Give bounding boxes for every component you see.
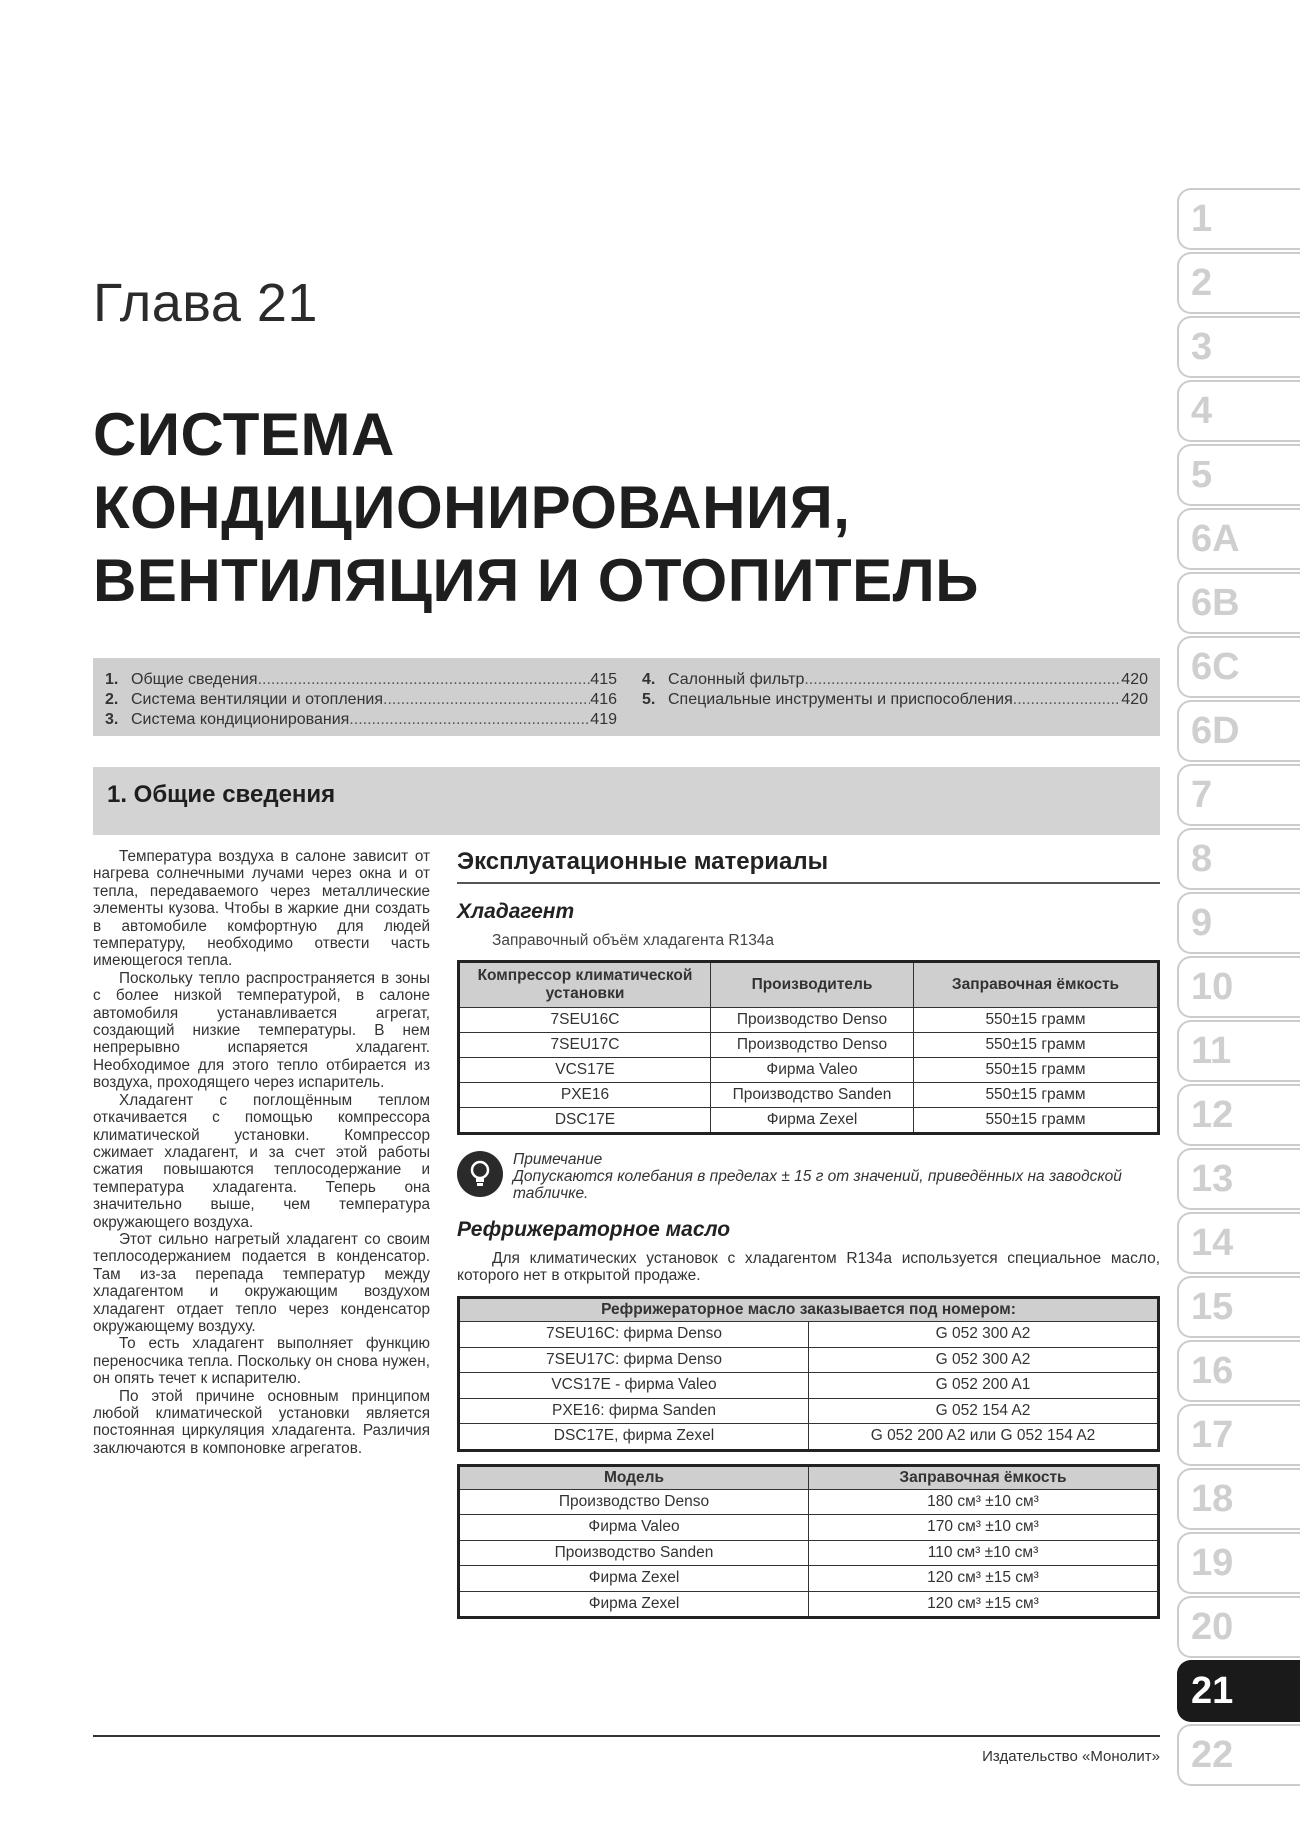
table-row: Фирма Valeo 170 см³ ±10 см³: [459, 1515, 1159, 1541]
chapter-title: [93, 398, 1133, 617]
chapter-tab[interactable]: 12: [1177, 1084, 1300, 1146]
chapter-tab[interactable]: 22: [1177, 1724, 1300, 1786]
chapter-tab[interactable]: 2: [1177, 252, 1300, 314]
column-header: Производитель: [711, 962, 914, 1008]
column-header: Модель: [459, 1465, 809, 1489]
column-header: Заправочная ёмкость: [914, 962, 1159, 1008]
chapter-tab[interactable]: 18: [1177, 1468, 1300, 1530]
chapter-tab[interactable]: 19: [1177, 1532, 1300, 1594]
oil-order-table: [457, 1296, 1160, 1452]
materials-column: [457, 848, 1160, 1619]
chapter-tab[interactable]: 17: [1177, 1404, 1300, 1466]
lightbulb-icon: [457, 1151, 503, 1197]
chapter-label: Глава 21: [93, 273, 318, 333]
paragraph: То есть хладагент выполняет функцию переносчика тепла. Поскольку он снова нужен, он опять течет к испарителю.: [93, 1335, 430, 1388]
table-row: PXE16: фирма Sanden G 052 154 A2: [459, 1398, 1159, 1424]
toc-entry[interactable]: 5. Специальные инструменты и приспособления ..... 420: [630, 691, 1154, 711]
table-row: DSC17E, фирма Zexel G 052 200 A2 или G 052 154 A2: [459, 1424, 1159, 1451]
chapter-tab[interactable]: 7: [1177, 764, 1300, 826]
body-text: [93, 848, 430, 1457]
chapter-tab[interactable]: 3: [1177, 316, 1300, 378]
chapter-tab[interactable]: 11: [1177, 1020, 1300, 1082]
paragraph: Поскольку тепло распространяется в зоны с более низкой температурой, в салоне автомобиля устанавливается агрегат, создающий низкие температуры. В нем непрерывно испаряется хладагент. Необходимое для этого тепло отбирается из воздуха, проходящего через испаритель.: [93, 969, 430, 1092]
table-row: PXE16 Производство Sanden 550±15 грамм: [459, 1083, 1159, 1108]
column-header: Компрессор климатической установки: [459, 962, 711, 1008]
column-header: Заправочная ёмкость: [809, 1465, 1159, 1489]
chapter-tab[interactable]: 10: [1177, 956, 1300, 1018]
table-row: Фирма Zexel 120 см³ ±15 см³: [459, 1566, 1159, 1592]
chapter-tab[interactable]: 6C: [1177, 636, 1300, 698]
chapter-tab[interactable]: 5: [1177, 444, 1300, 506]
toc-entry[interactable]: 4. Салонный фильтр ..... 420: [630, 671, 1154, 691]
chapter-tab[interactable]: 6A: [1177, 508, 1300, 570]
chapter-tab[interactable]: 1: [1177, 188, 1300, 250]
toc-column-right: [630, 671, 1154, 711]
table-row: Производство Denso 180 см³ ±10 см³: [459, 1489, 1159, 1515]
paragraph: Этот сильно нагретый хладагент со своим теплосодержанием подается в конденсатор. Там из-за перепада температур между хладагентом и окружающим воздухом хладагент отдает тепло через конденсатор окружающему воздуху.: [93, 1230, 430, 1335]
section-header: [93, 767, 1160, 835]
chapter-tab[interactable]: 21: [1177, 1660, 1300, 1722]
title-line: СИСТЕМА: [93, 401, 395, 468]
title-line: КОНДИЦИОНИРОВАНИЯ,: [93, 474, 851, 541]
table-row: 7SEU17C: фирма Denso G 052 300 A2: [459, 1347, 1159, 1373]
chapter-tab[interactable]: 6D: [1177, 700, 1300, 762]
note-text: Допускаются колебания в пределах ± 15 г от значений, приведённых на заводской табличке.: [513, 1168, 1122, 1202]
chapter-tab[interactable]: 6B: [1177, 572, 1300, 634]
toc-entry[interactable]: 1. Общие сведения ..... 415: [93, 671, 623, 691]
paragraph: Хладагент с поглощённым теплом откачивается с помощью компрессора климатической установки. Компрессор сжимает хладагент, и за счет этой работы сжатия повышаются теплосодержание и температура хладагента. Теперь она значительно выше, чем температура окружающего воздуха.: [93, 1091, 430, 1231]
paragraph: По этой причине основным принципом любой климатической установки является постоянная циркуляция хладагента. Различия заключаются в компоновке агрегатов.: [93, 1387, 430, 1457]
toc-entry[interactable]: 3. Система кондиционирования ..... 419: [93, 711, 623, 731]
chapter-tabs: [1177, 188, 1300, 1788]
table-row: 7SEU16C: фирма Denso G 052 300 A2: [459, 1322, 1159, 1348]
chapter-tab[interactable]: 8: [1177, 828, 1300, 890]
title-line: ВЕНТИЛЯЦИЯ И ОТОПИТЕЛЬ: [93, 547, 979, 614]
table-row: Производство Sanden 110 см³ ±10 см³: [459, 1540, 1159, 1566]
chapter-tab[interactable]: 13: [1177, 1148, 1300, 1210]
chapter-tab[interactable]: 9: [1177, 892, 1300, 954]
refrigerant-caption: Заправочный объём хладагента R134a: [492, 932, 775, 949]
table-row: 7SEU16C Производство Denso 550±15 грамм: [459, 1008, 1159, 1033]
chapter-tab[interactable]: 14: [1177, 1212, 1300, 1274]
chapter-tab[interactable]: 4: [1177, 380, 1300, 442]
oil-capacity-table: [457, 1464, 1160, 1620]
note-block: [457, 1151, 1160, 1202]
paragraph: Температура воздуха в салоне зависит от нагрева солнечными лучами через окна и от тепла, передаваемого через металлические элементы кузова. Чтобы в жаркие дни создать в автомобиле комфортную для людей температуру, необходимо отвести часть имеющегося тепла.: [93, 848, 430, 970]
toc-entry[interactable]: 2. Система вентиляции и отопления ..... 416: [93, 691, 623, 711]
table-row: VCS17E - фирма Valeo G 052 200 A1: [459, 1373, 1159, 1399]
materials-heading: Эксплуатационные материалы: [457, 848, 1160, 884]
chapter-tab[interactable]: 15: [1177, 1276, 1300, 1338]
table-row: Фирма Zexel 120 см³ ±15 см³: [459, 1591, 1159, 1618]
oil-heading: Рефрижераторное масло: [457, 1218, 731, 1241]
refrigerant-table: [457, 960, 1160, 1135]
chapter-tab[interactable]: 20: [1177, 1596, 1300, 1658]
table-row: VCS17E Фирма Valeo 550±15 грамм: [459, 1058, 1159, 1083]
toc-column-left: [93, 671, 623, 731]
table-row: DSC17E Фирма Zexel 550±15 грамм: [459, 1108, 1159, 1134]
refrigerant-heading: Хладагент: [457, 900, 575, 923]
oil-description: Для климатических установок с хладагентом R134a используется специальное масло, которого нет в открытой продаже.: [457, 1250, 1160, 1284]
table-row: 7SEU17C Производство Denso 550±15 грамм: [459, 1033, 1159, 1058]
chapter-tab[interactable]: 16: [1177, 1340, 1300, 1402]
table-of-contents: [93, 658, 1160, 736]
publisher-footer: Издательство «Монолит»: [982, 1748, 1160, 1765]
note-label: Примечание: [513, 1151, 603, 1168]
section-title: 1. Общие сведения: [107, 781, 336, 808]
footer-divider: [93, 1735, 1160, 1737]
table-header: Рефрижераторное масло заказывается под номером:: [459, 1298, 1159, 1322]
